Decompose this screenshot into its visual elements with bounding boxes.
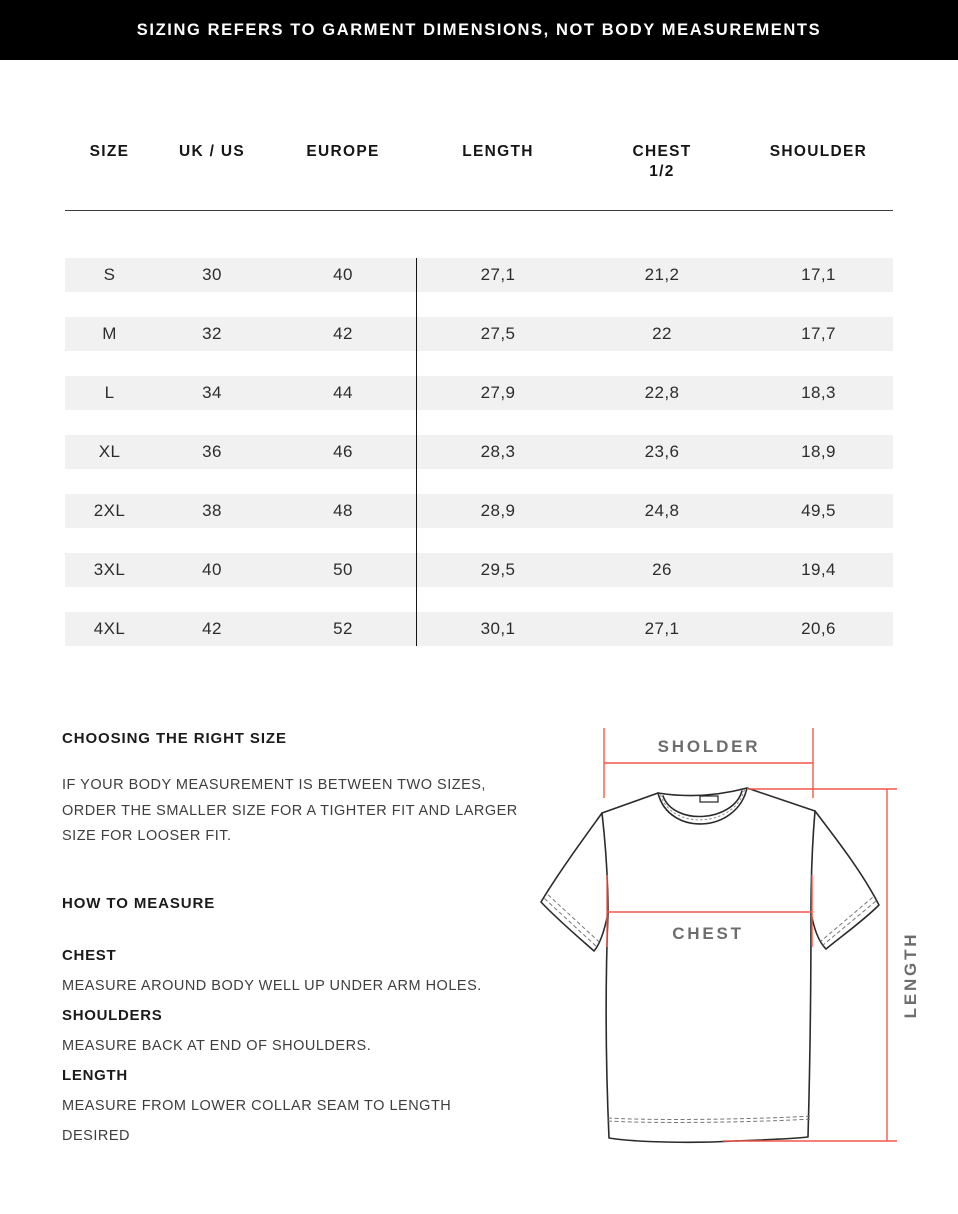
measure-desc-shoulders: MEASURE BACK AT END OF SHOULDERS. xyxy=(62,1038,372,1054)
banner-text: SIZING REFERS TO GARMENT DIMENSIONS, NOT BODY MEASUREMENTS xyxy=(136,20,822,39)
measure-term-length: LENGTH xyxy=(62,1067,128,1084)
tshirt-measure-diagram xyxy=(530,700,958,1214)
measure-term-shoulders: SHOULDERS xyxy=(62,1007,163,1024)
column-header-chest-line2: 1/2 xyxy=(649,163,675,180)
cell-size: 3XL xyxy=(93,560,126,579)
cell-uk-us: 32 xyxy=(202,324,222,343)
measure-term-chest: CHEST xyxy=(62,947,117,964)
cell-length: 27,5 xyxy=(480,324,516,343)
cell-length: 28,3 xyxy=(480,442,516,461)
cell-europe: 44 xyxy=(333,383,353,402)
cell-chest: 22 xyxy=(652,324,672,343)
banner xyxy=(0,0,958,60)
table-body xyxy=(65,258,893,646)
choosing-size-heading: CHOOSING THE RIGHT SIZE xyxy=(62,730,287,747)
table-header-rule xyxy=(65,210,893,211)
cell-shoulder: 18,3 xyxy=(801,383,836,402)
cell-length: 28,9 xyxy=(480,501,516,520)
cell-uk-us: 40 xyxy=(202,560,222,579)
cell-size: XL xyxy=(98,442,121,461)
cell-chest: 24,8 xyxy=(644,501,680,520)
cell-europe: 50 xyxy=(333,560,353,579)
cell-size: M xyxy=(102,324,117,343)
cell-europe: 46 xyxy=(333,442,353,461)
table-row xyxy=(65,494,893,528)
cell-length: 27,9 xyxy=(480,383,516,402)
table-row xyxy=(65,612,893,646)
measure-desc-length: MEASURE FROM LOWER COLLAR SEAM TO LENGTH DESIRED xyxy=(62,1098,452,1144)
column-header-europe: EUROPE xyxy=(306,143,380,160)
cell-shoulder: 19,4 xyxy=(801,560,836,579)
cell-chest: 23,6 xyxy=(644,442,680,461)
choosing-size-body: IF YOUR BODY MEASUREMENT IS BETWEEN TWO SIZES, ORDER THE SMALLER SIZE FOR A TIGHTER FIT AND LARGER SIZE FOR LOOSER FIT. xyxy=(62,777,518,844)
cell-uk-us: 30 xyxy=(202,265,222,284)
table-header xyxy=(65,142,893,182)
collar-label-tag xyxy=(700,796,718,802)
diagram-length-label: LENGTH xyxy=(901,931,920,1019)
diagram-shoulder-label: SHOLDER xyxy=(657,737,761,756)
cell-size: 4XL xyxy=(93,619,126,638)
cell-length: 29,5 xyxy=(480,560,516,579)
cell-size: 2XL xyxy=(93,501,126,520)
cell-chest: 26 xyxy=(652,560,672,579)
cell-europe: 48 xyxy=(333,501,353,520)
cell-chest: 22,8 xyxy=(644,383,680,402)
cell-shoulder: 17,1 xyxy=(801,265,836,284)
tshirt-outline xyxy=(541,788,879,1142)
column-header-chest xyxy=(580,142,744,182)
cell-europe: 40 xyxy=(333,265,353,284)
cell-length: 27,1 xyxy=(480,265,516,284)
cell-chest: 21,2 xyxy=(644,265,680,284)
cell-uk-us: 36 xyxy=(202,442,222,461)
measure-list xyxy=(62,941,502,1151)
cell-uk-us: 34 xyxy=(202,383,222,402)
table-row xyxy=(65,553,893,587)
table-column-divider xyxy=(416,258,417,646)
cell-shoulder: 18,9 xyxy=(801,442,836,461)
cell-uk-us: 38 xyxy=(202,501,222,520)
cell-shoulder: 17,7 xyxy=(801,324,836,343)
cell-size: L xyxy=(104,383,115,402)
how-to-measure-heading: HOW TO MEASURE xyxy=(62,895,216,912)
cell-size: S xyxy=(103,265,116,284)
table-row xyxy=(65,376,893,410)
measure-desc-chest: MEASURE AROUND BODY WELL UP UNDER ARM HOLES. xyxy=(62,978,482,994)
table-row xyxy=(65,317,893,351)
cell-length: 30,1 xyxy=(480,619,516,638)
cell-europe: 42 xyxy=(333,324,353,343)
cell-chest: 27,1 xyxy=(644,619,680,638)
table-row xyxy=(65,258,893,292)
column-header-length: LENGTH xyxy=(462,143,534,160)
cell-uk-us: 42 xyxy=(202,619,222,638)
cell-europe: 52 xyxy=(333,619,353,638)
diagram-chest-label: CHEST xyxy=(672,924,744,943)
column-header-chest-line1: CHEST xyxy=(632,143,692,160)
cell-shoulder: 49,5 xyxy=(801,501,836,520)
column-header-size: SIZE xyxy=(89,143,130,160)
cell-shoulder: 20,6 xyxy=(801,619,836,638)
column-header-shoulder: SHOULDER xyxy=(769,143,868,160)
column-header-uk-us: UK / US xyxy=(179,143,245,160)
table-row xyxy=(65,435,893,469)
